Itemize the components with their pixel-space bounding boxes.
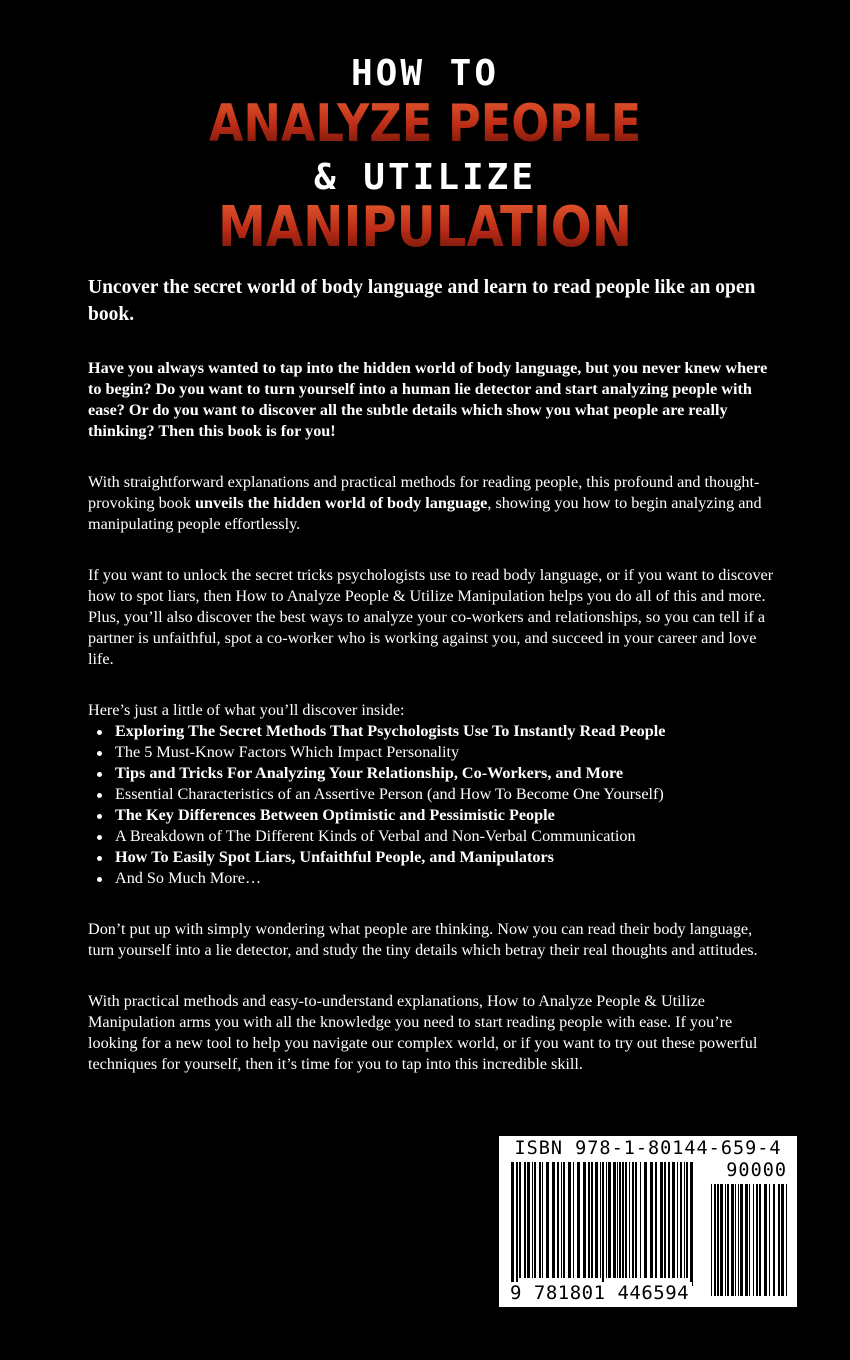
barcode-bar [735,1184,736,1296]
list-item: The 5 Must-Know Factors Which Impact Personality [88,742,780,763]
paragraph-5: With practical methods and easy-to-understand explanations, How to Analyze People & Utilize Manipulation arms you with all the knowledge you need to start reading people with ease. If you’re looking for a new tool to help you navigate our complex world, or if you want to try out these powerful techniques for yourself, then it’s time for you to tap into this incredible skill. [88,992,758,1073]
barcode-bar [686,1162,688,1278]
barcode-bar [511,1162,514,1286]
paragraph-2 [88,472,780,535]
barcode-bar [568,1162,571,1278]
barcode-bar [740,1184,743,1296]
paragraph-2-start: With straightforward explanations and practical methods for reading people, this profound and thought-provoking book [88,473,760,512]
barcode-bar [591,1162,593,1278]
barcode-bar [542,1162,543,1278]
barcode-bar [617,1162,618,1278]
barcode-bar [519,1162,521,1278]
title-line-utilize: & UTILIZE [313,157,537,198]
paragraph-3: If you want to unlock the secret tricks psychologists use to read body language, or if you want to discover how to spot liars, then How to Analyze People & Utilize Manipulation helps you do all of this and more. Plus, you’ll also discover the best ways to analyze your co-workers and relationships, so you can tell if a partner is unfaithful, spot a co-worker who is working against you, and succeed in your career and love life. [88,566,774,668]
title-line-analyze-people: ANALYZE PEOPLE [60,94,791,154]
barcode-bar [738,1184,739,1296]
barcode-bar [773,1184,775,1296]
barcode-bar [622,1162,624,1278]
barcode-bar [577,1162,580,1278]
barcode-bar [602,1162,604,1286]
paragraph-2-end: , showing you how to begin analyzing and manipulating people effortlessly. [88,494,762,533]
barcode-bar [759,1184,761,1296]
barcode-bar [668,1162,670,1278]
barcode-bar [632,1162,634,1278]
barcode-bar [680,1162,682,1278]
barcode-bar [778,1184,780,1296]
barcode-bar [552,1162,555,1278]
barcode-bar [753,1184,754,1296]
isbn-label: ISBN 978-1-80144-659-4 [514,1138,782,1159]
barcode-bar [625,1162,627,1278]
barcode-bar [539,1162,541,1278]
barcode-bar [717,1184,719,1296]
barcode-bar [573,1162,574,1278]
paragraph-1: Have you always wanted to tap into the hidden world of body language, but you never knew where to begin? Do you want to turn yourself into a human lie detector and start analyzing people with ease? Or do you want to discover all the subtle details which show you what people are really thinking? Then this book is for you! [88,359,768,440]
barcode-bar [756,1184,758,1296]
barcode-bar [600,1162,601,1278]
title-line-how-to: HOW TO [350,53,500,94]
barcode-bar [749,1184,750,1296]
list-item: Exploring The Secret Methods That Psychologists Use To Instantly Read People [88,721,780,742]
barcode-bar [608,1162,611,1278]
list-intro: Here’s just a little of what you’ll discover inside: [88,701,405,719]
barcode-bar [532,1162,533,1278]
barcode-bar [731,1184,734,1296]
paragraph-2-bold: unveils the hidden world of body language [195,494,488,512]
list-item: Essential Characteristics of an Assertive Person (and How To Become One Yourself) [88,784,780,805]
list-item: A Breakdown of The Different Kinds of Verbal and Non-Verbal Communication [88,826,780,847]
barcode-bar [527,1162,530,1278]
barcode-bar [516,1162,518,1286]
barcode-bar [684,1162,685,1278]
barcode-bar [727,1184,729,1296]
barcode-bar [677,1162,678,1278]
barcode-bar [583,1162,586,1278]
isbn-barcode [499,1136,797,1307]
barcode-bar [640,1162,641,1278]
barcode-bar [644,1162,647,1278]
barcode-bar [786,1184,787,1296]
barcode-bar [714,1184,716,1296]
barcode-bar [650,1162,653,1278]
barcode-bar [769,1184,770,1296]
list-item: How To Easily Spot Liars, Unfaithful People, and Manipulators [88,847,780,868]
book-title [0,52,850,258]
barcode-bar [725,1184,726,1296]
barcode-bar [745,1184,748,1296]
barcode-bar [588,1162,590,1278]
barcode-bar [534,1162,536,1278]
barcode-bar [781,1184,784,1296]
barcode-bar [613,1162,616,1278]
title-line-manipulation: MANIPULATION [60,198,791,258]
barcode-bar [561,1162,562,1278]
barcode-bar [595,1162,598,1278]
barcode-bar [606,1162,607,1278]
barcode-bar [764,1184,767,1296]
barcode-bar [655,1162,657,1278]
barcode-bar [629,1162,630,1278]
barcode-bar [619,1162,621,1278]
barcode-bar [711,1184,712,1296]
list-item: Tips and Tricks For Analyzing Your Relationship, Co-Workers, and More [88,763,780,784]
paragraph-4: Don’t put up with simply wondering what people are thinking. Now you can read their body language, turn yourself into a lie detector, and study the tiny details which betray their real thoughts and attitudes. [88,920,758,959]
barcode-digits: 9 781801 446594 [507,1282,692,1304]
list-item: The Key Differences Between Optimistic and Pessimistic People [88,805,780,826]
barcode-bar [672,1162,675,1278]
lead-paragraph: Uncover the secret world of body language and learn to read people like an open book. [88,277,756,325]
list-item: And So Much More… [88,868,780,889]
barcode-bar [635,1162,637,1278]
barcode-bar [546,1162,549,1278]
barcode-bar [557,1162,559,1278]
barcode-bar [720,1184,723,1296]
price-code: 90000 [726,1160,787,1181]
barcode-bar [664,1162,666,1278]
feature-list [88,721,780,889]
feature-list-section [88,700,780,889]
back-cover-blurb [88,274,780,1105]
barcode-bar [563,1162,565,1278]
barcode-bar [524,1162,526,1278]
barcode-bar [660,1162,663,1278]
barcode-bar [690,1162,693,1286]
